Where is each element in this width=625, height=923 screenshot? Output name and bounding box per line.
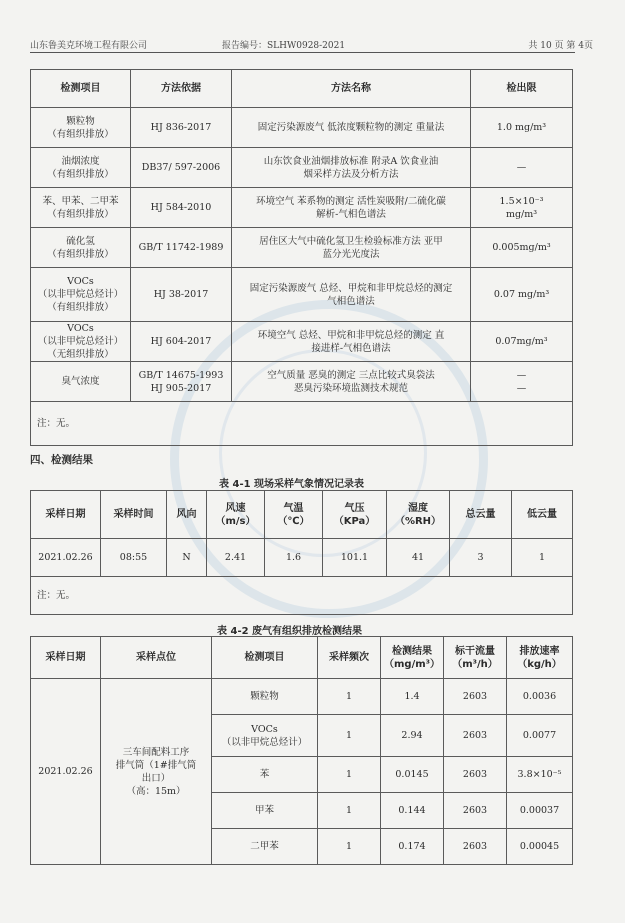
emission-item-cell-line: 二甲苯	[250, 841, 279, 852]
sampling-location-cell-line: 排气筒（1#排气筒	[115, 759, 197, 771]
methods-header-cell: 方法名称	[232, 70, 471, 108]
method-basis-cell-line: HJ 38-2017	[153, 289, 209, 300]
weather-header-row	[31, 491, 573, 539]
weather-header-cell-line: 气温	[283, 502, 304, 514]
test-item-cell-line: （以非甲烷总烃计）	[37, 289, 124, 300]
test-item-cell	[31, 322, 131, 362]
emission-item-cell-line: 颗粒物	[250, 691, 279, 702]
sampling-location-cell-line: 三车间配料工序	[122, 746, 190, 758]
emission-header-cell-line: 排放速率	[519, 645, 560, 657]
method-name-cell-line: 环境空气 总烃、甲烷和非甲烷总烃的测定 直	[257, 329, 445, 341]
table-row	[31, 539, 573, 577]
method-basis-cell-line: HJ 604-2017	[150, 336, 212, 347]
methods-header-cell: 检出限	[471, 70, 573, 108]
page-indicator: 共 10 页 第 4页	[528, 41, 593, 51]
emission-header-cell-line: （m³/h）	[452, 658, 498, 670]
test-item-cell	[31, 362, 131, 402]
emission-header-cell-line: 采样日期	[45, 652, 86, 663]
method-name-cell-line: 蓝分光光度法	[322, 248, 380, 260]
method-basis-cell-line: HJ 836-2017	[150, 122, 212, 133]
emission-item-cell-line: VOCs	[251, 723, 278, 735]
test-item-cell	[31, 148, 131, 188]
table-row	[31, 268, 573, 322]
emission-header-cell-line: 检测结果	[392, 645, 432, 657]
company-name: 山东鲁美克环境工程有限公司	[30, 41, 148, 51]
method-basis-cell-line: GB/T 11742-1989	[138, 242, 224, 253]
weather-header-cell-line: 湿度	[408, 502, 428, 514]
weather-header-cell	[387, 491, 450, 539]
emission-header-cell	[318, 637, 381, 679]
note-text: 注：无。	[31, 402, 573, 446]
table-row	[31, 362, 573, 402]
emission-flow-cell: 2603	[444, 715, 507, 757]
test-item-cell-line: （有组织排放）	[47, 248, 114, 260]
emission-result-cell: 2.94	[381, 715, 444, 757]
detection-limit-cell	[471, 322, 573, 362]
table-row	[31, 108, 573, 148]
emission-header-cell-line: 检测项目	[244, 652, 285, 663]
emission-result-cell: 1.4	[381, 679, 444, 715]
test-item-cell-line: （以非甲烷总烃计）	[37, 336, 124, 347]
method-basis-cell	[131, 322, 232, 362]
detection-limit-cell-line: —	[516, 369, 527, 381]
test-item-cell	[31, 228, 131, 268]
emission-item-cell-line: （以非甲烷总烃计）	[221, 736, 308, 748]
method-name-cell	[232, 148, 471, 188]
method-name-cell-line: 空气质量 恶臭的测定 三点比较式臭袋法	[267, 369, 435, 381]
emission-result-cell: 0.174	[381, 829, 444, 865]
emission-item-cell	[212, 679, 318, 715]
methods-table-header	[31, 70, 573, 108]
method-name-cell	[232, 362, 471, 402]
method-basis-cell	[131, 362, 232, 402]
method-name-cell-line: 固定污染源废气 总烃、甲烷和非甲烷总烃的测定	[249, 282, 453, 294]
method-basis-cell	[131, 268, 232, 322]
detection-limit-cell-line: 0.005mg/m³	[492, 242, 551, 253]
emission-header-cell-line: 采样点位	[136, 652, 176, 663]
test-item-cell-line: VOCs	[67, 276, 94, 287]
method-basis-cell-line: GB/T 14675-1993	[138, 369, 224, 381]
emission-freq-cell: 1	[318, 793, 381, 829]
detection-limit-cell-line: 0.07mg/m³	[495, 336, 548, 347]
note-row	[31, 577, 573, 615]
emission-item-cell	[212, 793, 318, 829]
table-row	[31, 188, 573, 228]
weather-header-cell	[323, 491, 387, 539]
method-name-cell	[232, 268, 471, 322]
test-item-cell-line: 苯、甲苯、二甲苯	[42, 195, 119, 207]
weather-value-cell: 2.41	[207, 539, 265, 577]
method-basis-cell-line: HJ 584-2010	[150, 202, 212, 213]
test-item-cell-line: VOCs	[67, 323, 94, 334]
weather-header-cell	[101, 491, 167, 539]
method-basis-cell-line: HJ 905-2017	[150, 382, 212, 394]
method-basis-cell	[131, 188, 232, 228]
table-row	[31, 679, 573, 715]
table-row	[31, 228, 573, 268]
note-row	[31, 402, 573, 446]
weather-header-cell	[512, 491, 573, 539]
emission-item-cell-line: 苯	[259, 769, 270, 780]
sampling-location-cell-line: （高：15m）	[126, 785, 186, 797]
weather-header-cell-line: （KPa）	[333, 515, 376, 527]
method-basis-cell	[131, 228, 232, 268]
emission-header-cell	[507, 637, 573, 679]
weather-header-cell-line: 采样时间	[113, 509, 154, 520]
method-name-cell	[232, 188, 471, 228]
test-item-cell-line: 油烟浓度	[61, 155, 100, 167]
detection-limit-cell-line: —	[516, 382, 527, 394]
weather-header-cell-line: （%RH）	[394, 515, 442, 527]
table-row	[31, 322, 573, 362]
emission-rate-cell: 3.8×10⁻⁵	[507, 757, 573, 793]
method-name-cell-line: 山东饮食业油烟排放标准 附录A 饮食业油	[263, 155, 439, 167]
emission-header-cell-line: （mg/m³）	[384, 658, 441, 670]
method-name-cell-line: 烟采样方法及分析方法	[303, 168, 399, 180]
sampling-location-cell-line: 出口）	[141, 772, 171, 784]
weather-header-cell-line: （m/s）	[215, 515, 256, 527]
weather-header-cell	[167, 491, 207, 539]
weather-header-cell-line: 采样日期	[45, 509, 86, 520]
sampling-date-cell: 2021.02.26	[31, 679, 101, 865]
emission-freq-cell: 1	[318, 757, 381, 793]
detection-limit-cell	[471, 148, 573, 188]
emission-table-caption: 表 4-2 废气有组织排放检测结果	[217, 626, 363, 637]
methods-header-cell: 方法依据	[131, 70, 232, 108]
emission-header-row	[31, 637, 573, 679]
weather-header-cell-line: 低云量	[527, 509, 557, 520]
weather-header-cell	[31, 491, 101, 539]
weather-value-cell: 3	[450, 539, 512, 577]
emission-result-cell: 0.144	[381, 793, 444, 829]
emission-item-cell	[212, 715, 318, 757]
emission-rate-cell: 0.00045	[507, 829, 573, 865]
weather-header-cell	[207, 491, 265, 539]
weather-table	[30, 490, 573, 615]
detection-limit-cell	[471, 268, 573, 322]
weather-header-cell-line: 风速	[225, 502, 246, 514]
test-item-cell-line: （无组织排放）	[47, 349, 114, 360]
weather-value-cell: 1.6	[265, 539, 323, 577]
emission-header-cell	[381, 637, 444, 679]
methods-header-cell: 检测项目	[31, 70, 131, 108]
weather-header-cell-line: 风向	[176, 509, 197, 520]
detection-limit-cell-line: —	[516, 162, 527, 173]
weather-table-caption: 表 4-1 现场采样气象情况记录表	[219, 479, 365, 490]
emission-header-cell	[101, 637, 212, 679]
emission-item-cell	[212, 757, 318, 793]
method-name-cell	[232, 228, 471, 268]
test-item-cell-line: （有组织排放）	[47, 128, 114, 140]
emission-header-cell-line: 采样频次	[329, 652, 369, 663]
note-text: 注：无。	[31, 577, 573, 615]
emission-flow-cell: 2603	[444, 679, 507, 715]
method-name-cell-line: 解析-气相色谱法	[316, 208, 386, 220]
method-name-cell-line: 接进样-气相色谱法	[311, 342, 391, 354]
report-number: 报告编号：SLHW0928-2021	[222, 41, 346, 51]
detection-limit-cell	[471, 228, 573, 268]
weather-value-cell: 41	[387, 539, 450, 577]
weather-header-cell-line: 总云量	[465, 509, 496, 520]
method-name-cell-line: 环境空气 苯系物的测定 活性炭吸附/二硫化碳	[256, 195, 446, 207]
weather-value-cell: 101.1	[323, 539, 387, 577]
weather-header-cell	[265, 491, 323, 539]
method-basis-cell	[131, 148, 232, 188]
emission-freq-cell: 1	[318, 679, 381, 715]
test-item-cell	[31, 188, 131, 228]
emission-rate-cell: 0.0077	[507, 715, 573, 757]
emission-item-cell	[212, 829, 318, 865]
section-title: 四、检测结果	[30, 454, 93, 466]
sampling-location-cell	[101, 679, 212, 865]
emission-result-cell: 0.0145	[381, 757, 444, 793]
method-name-cell-line: 居住区大气中硫化氢卫生检验标准方法 亚甲	[259, 235, 443, 247]
detection-limit-cell-line: mg/m³	[505, 208, 538, 220]
weather-value-cell: N	[167, 539, 207, 577]
emission-flow-cell: 2603	[444, 793, 507, 829]
emission-header-cell-line: （kg/h）	[517, 658, 562, 670]
method-basis-cell	[131, 108, 232, 148]
weather-value-cell: 2021.02.26	[31, 539, 101, 577]
test-item-cell-line: （有组织排放）	[47, 168, 114, 180]
table-row	[31, 148, 573, 188]
emission-item-cell-line: 甲苯	[254, 805, 274, 816]
method-basis-cell-line: DB37/ 597-2006	[141, 162, 221, 173]
emission-freq-cell: 1	[318, 715, 381, 757]
emission-freq-cell: 1	[318, 829, 381, 865]
test-item-cell-line: 硫化氢	[66, 235, 95, 247]
weather-value-cell: 08:55	[101, 539, 167, 577]
test-item-cell	[31, 268, 131, 322]
emission-header-cell	[212, 637, 318, 679]
detection-limit-cell-line: 0.07 mg/m³	[493, 289, 550, 300]
emission-rate-cell: 0.00037	[507, 793, 573, 829]
emission-header-cell	[31, 637, 101, 679]
methods-table	[30, 69, 573, 446]
weather-header-cell-line: 气压	[344, 502, 365, 514]
emission-flow-cell: 2603	[444, 829, 507, 865]
detection-limit-cell-line: 1.0 mg/m³	[496, 122, 547, 133]
method-name-cell	[232, 108, 471, 148]
test-item-cell-line: 颗粒物	[66, 115, 95, 127]
method-name-cell-line: 恶臭污染环境监测技术规范	[293, 382, 408, 394]
method-name-cell-line: 固定污染源废气 低浓度颗粒物的测定 重量法	[257, 122, 445, 133]
emission-rate-cell: 0.0036	[507, 679, 573, 715]
emission-table	[30, 636, 573, 865]
method-name-cell-line: 气相色谱法	[327, 295, 375, 307]
weather-value-cell: 1	[512, 539, 573, 577]
test-item-cell-line: （有组织排放）	[47, 208, 114, 220]
detection-limit-cell	[471, 362, 573, 402]
emission-flow-cell: 2603	[444, 757, 507, 793]
page-header	[30, 38, 593, 53]
detection-limit-cell	[471, 108, 573, 148]
weather-header-cell-line: （℃）	[277, 515, 310, 527]
emission-header-cell-line: 标干流量	[455, 645, 495, 657]
test-item-cell-line: 臭气浓度	[61, 376, 100, 387]
detection-limit-cell	[471, 188, 573, 228]
test-item-cell	[31, 108, 131, 148]
test-item-cell-line: （有组织排放）	[47, 302, 114, 313]
detection-limit-cell-line: 1.5×10⁻³	[499, 195, 544, 207]
method-name-cell	[232, 322, 471, 362]
emission-header-cell	[444, 637, 507, 679]
weather-header-cell	[450, 491, 512, 539]
